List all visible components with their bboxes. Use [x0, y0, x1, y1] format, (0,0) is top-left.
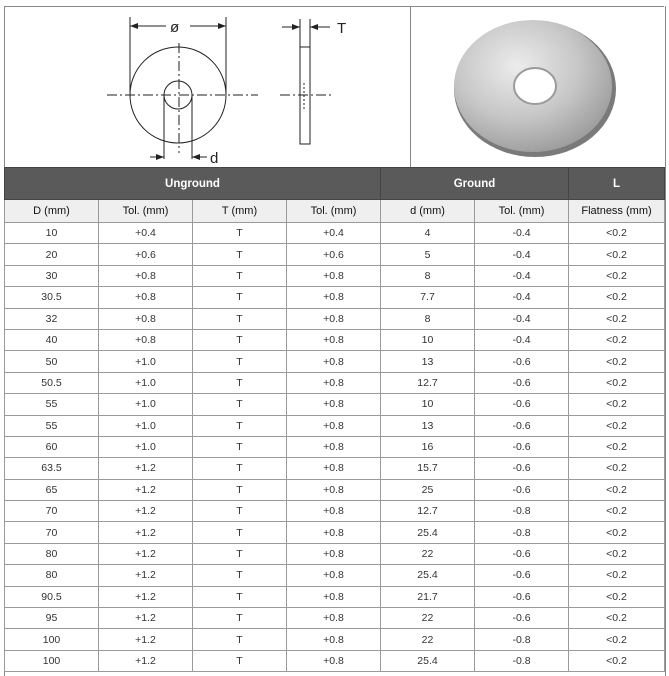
- table-cell: T: [193, 265, 287, 286]
- table-cell: +0.8: [287, 458, 381, 479]
- table-cell: 10: [381, 329, 475, 350]
- group-header-l: L: [569, 168, 665, 200]
- table-cell: 7.7: [381, 287, 475, 308]
- table-cell: 4: [381, 223, 475, 244]
- table-cell: <0.2: [569, 223, 665, 244]
- table-cell: +0.8: [287, 650, 381, 671]
- table-cell: 10: [381, 394, 475, 415]
- table-cell: +0.4: [287, 223, 381, 244]
- arrowhead: [130, 23, 138, 29]
- table-cell: 22: [381, 608, 475, 629]
- column-header: Tol. (mm): [99, 200, 193, 223]
- table-cell: +1.2: [99, 543, 193, 564]
- table-cell: T: [193, 608, 287, 629]
- table-body: [5, 223, 665, 672]
- table-cell: 25.4: [381, 522, 475, 543]
- table-cell: -0.6: [475, 394, 569, 415]
- column-header: Flatness (mm): [569, 200, 665, 223]
- table-cell: <0.2: [569, 308, 665, 329]
- table-cell: +1.0: [99, 351, 193, 372]
- table-cell: 22: [381, 543, 475, 564]
- table-cell: +1.0: [99, 372, 193, 393]
- arrowhead: [156, 154, 164, 160]
- table-cell: 95: [5, 608, 99, 629]
- table-cell: <0.2: [569, 586, 665, 607]
- table-cell: <0.2: [569, 287, 665, 308]
- table-row: [5, 351, 665, 372]
- table-cell: +0.8: [287, 372, 381, 393]
- table-cell: -0.4: [475, 244, 569, 265]
- table-row: [5, 394, 665, 415]
- arrowhead: [192, 154, 200, 160]
- table-cell: +1.2: [99, 650, 193, 671]
- table-cell: 20: [5, 244, 99, 265]
- table-row: [5, 415, 665, 436]
- table-cell: 50: [5, 351, 99, 372]
- table-cell: 10: [5, 223, 99, 244]
- arrowhead: [218, 23, 226, 29]
- table-cell: 50.5: [5, 372, 99, 393]
- washer-photo: [411, 7, 664, 168]
- table-cell: <0.2: [569, 244, 665, 265]
- table-cell: 100: [5, 629, 99, 650]
- table-row: [5, 372, 665, 393]
- table-cell: 40: [5, 329, 99, 350]
- table-cell: 25: [381, 479, 475, 500]
- table-cell: <0.2: [569, 543, 665, 564]
- table-cell: +0.6: [287, 244, 381, 265]
- table-cell: <0.2: [569, 565, 665, 586]
- table-cell: 16: [381, 436, 475, 457]
- table-cell: +1.2: [99, 458, 193, 479]
- hole-label: d: [210, 150, 219, 167]
- table-cell: -0.6: [475, 565, 569, 586]
- table-cell: +1.2: [99, 501, 193, 522]
- table-cell: -0.6: [475, 458, 569, 479]
- diameter-label: ø: [170, 19, 180, 36]
- table-cell: +0.8: [287, 522, 381, 543]
- table-cell: +0.4: [99, 223, 193, 244]
- table-cell: +0.8: [287, 501, 381, 522]
- table-cell: +0.8: [99, 308, 193, 329]
- table-cell: 55: [5, 415, 99, 436]
- table-cell: -0.6: [475, 436, 569, 457]
- table-cell: -0.4: [475, 308, 569, 329]
- table-cell: +0.8: [287, 351, 381, 372]
- table-cell: +1.2: [99, 586, 193, 607]
- table-cell: <0.2: [569, 479, 665, 500]
- table-cell: -0.4: [475, 223, 569, 244]
- table-cell: +0.8: [287, 565, 381, 586]
- table-cell: T: [193, 501, 287, 522]
- table-cell: <0.2: [569, 372, 665, 393]
- table-cell: <0.2: [569, 265, 665, 286]
- table-row: [5, 223, 665, 244]
- table-cell: 25.4: [381, 565, 475, 586]
- table-cell: +1.2: [99, 608, 193, 629]
- table-cell: 63.5: [5, 458, 99, 479]
- table-cell: -0.6: [475, 543, 569, 564]
- table-cell: <0.2: [569, 522, 665, 543]
- table-cell: +1.0: [99, 436, 193, 457]
- table-cell: +0.8: [287, 329, 381, 350]
- table-cell: 15.7: [381, 458, 475, 479]
- table-cell: 80: [5, 543, 99, 564]
- thickness-label: T: [337, 20, 347, 37]
- table-row: [5, 522, 665, 543]
- column-header: Tol. (mm): [287, 200, 381, 223]
- table-cell: <0.2: [569, 394, 665, 415]
- table-row: [5, 329, 665, 350]
- table-row: [5, 479, 665, 500]
- table-cell: 22: [381, 629, 475, 650]
- table-row: [5, 650, 665, 671]
- table-cell: +1.2: [99, 479, 193, 500]
- table-row: [5, 436, 665, 457]
- table-cell: +0.8: [287, 629, 381, 650]
- technical-drawing: [4, 7, 411, 168]
- table-cell: T: [193, 522, 287, 543]
- table-cell: <0.2: [569, 436, 665, 457]
- table-cell: -0.8: [475, 522, 569, 543]
- table-row: [5, 629, 665, 650]
- table-cell: +0.8: [287, 586, 381, 607]
- table-cell: 30: [5, 265, 99, 286]
- table-cell: <0.2: [569, 458, 665, 479]
- table-cell: 32: [5, 308, 99, 329]
- table-cell: +0.8: [99, 329, 193, 350]
- table-cell: -0.8: [475, 501, 569, 522]
- group-header-unground: Unground: [5, 168, 381, 200]
- table-cell: -0.6: [475, 479, 569, 500]
- arrowhead: [310, 24, 318, 30]
- table-cell: T: [193, 415, 287, 436]
- table-cell: +0.8: [287, 436, 381, 457]
- table-cell: -0.4: [475, 265, 569, 286]
- table-cell: 65: [5, 479, 99, 500]
- washer-photo-image: [411, 7, 664, 168]
- specification-table: [4, 167, 665, 672]
- table-cell: T: [193, 351, 287, 372]
- group-header-row: [5, 168, 665, 200]
- table-cell: 12.7: [381, 501, 475, 522]
- table-cell: T: [193, 372, 287, 393]
- table-row: [5, 543, 665, 564]
- table-cell: -0.6: [475, 351, 569, 372]
- table-cell: 5: [381, 244, 475, 265]
- column-header: D (mm): [5, 200, 99, 223]
- group-header-ground: Ground: [381, 168, 569, 200]
- table-cell: <0.2: [569, 501, 665, 522]
- table-cell: -0.6: [475, 586, 569, 607]
- table-cell: 80: [5, 565, 99, 586]
- column-header: T (mm): [193, 200, 287, 223]
- table-cell: <0.2: [569, 329, 665, 350]
- column-header: Tol. (mm): [475, 200, 569, 223]
- table-cell: T: [193, 458, 287, 479]
- table-cell: 21.7: [381, 586, 475, 607]
- column-header: d (mm): [381, 200, 475, 223]
- table-cell: T: [193, 479, 287, 500]
- table-cell: T: [193, 586, 287, 607]
- table-cell: 25.4: [381, 650, 475, 671]
- table-cell: 12.7: [381, 372, 475, 393]
- table-row: [5, 244, 665, 265]
- table-cell: 13: [381, 415, 475, 436]
- table-cell: -0.4: [475, 287, 569, 308]
- table-row: [5, 586, 665, 607]
- table-cell: T: [193, 244, 287, 265]
- table-cell: +0.8: [287, 265, 381, 286]
- table-cell: 70: [5, 522, 99, 543]
- table-cell: -0.6: [475, 608, 569, 629]
- table-cell: 55: [5, 394, 99, 415]
- table-cell: T: [193, 329, 287, 350]
- table-cell: <0.2: [569, 415, 665, 436]
- table-cell: <0.2: [569, 351, 665, 372]
- table-cell: T: [193, 436, 287, 457]
- table-cell: <0.2: [569, 629, 665, 650]
- table-cell: +0.8: [287, 608, 381, 629]
- table-cell: +0.8: [287, 287, 381, 308]
- table-cell: +1.2: [99, 522, 193, 543]
- header-figures: [4, 6, 664, 168]
- table-cell: -0.8: [475, 629, 569, 650]
- table-cell: T: [193, 394, 287, 415]
- table-cell: T: [193, 287, 287, 308]
- table-row: [5, 265, 665, 286]
- washer-hole: [514, 68, 556, 104]
- table-cell: <0.2: [569, 608, 665, 629]
- table-cell: +0.8: [287, 543, 381, 564]
- table-row: [5, 287, 665, 308]
- table-cell: T: [193, 223, 287, 244]
- table-cell: +1.0: [99, 415, 193, 436]
- table-cell: -0.8: [475, 650, 569, 671]
- table-cell: +0.8: [99, 287, 193, 308]
- table-cell: T: [193, 308, 287, 329]
- table-row: [5, 308, 665, 329]
- table-cell: -0.6: [475, 415, 569, 436]
- table-cell: 90.5: [5, 586, 99, 607]
- table-cell: 8: [381, 308, 475, 329]
- table-cell: +0.6: [99, 244, 193, 265]
- table-cell: 70: [5, 501, 99, 522]
- table-cell: 30.5: [5, 287, 99, 308]
- washer-dimension-drawing: [4, 7, 410, 168]
- table-cell: +0.8: [287, 308, 381, 329]
- table-cell: 13: [381, 351, 475, 372]
- table-row: [5, 565, 665, 586]
- table-row: [5, 608, 665, 629]
- table-cell: T: [193, 629, 287, 650]
- table-cell: T: [193, 565, 287, 586]
- table-cell: T: [193, 650, 287, 671]
- table-cell: +0.8: [287, 415, 381, 436]
- column-header-row: [5, 200, 665, 223]
- arrowhead: [292, 24, 300, 30]
- table-cell: T: [193, 543, 287, 564]
- table-cell: +1.2: [99, 565, 193, 586]
- table-cell: 8: [381, 265, 475, 286]
- table-cell: -0.4: [475, 329, 569, 350]
- table-row: [5, 501, 665, 522]
- table-cell: +1.2: [99, 629, 193, 650]
- table-cell: <0.2: [569, 650, 665, 671]
- table-cell: 60: [5, 436, 99, 457]
- table-cell: 100: [5, 650, 99, 671]
- table-cell: +0.8: [287, 394, 381, 415]
- table-cell: +0.8: [287, 479, 381, 500]
- table-cell: +1.0: [99, 394, 193, 415]
- table-cell: +0.8: [99, 265, 193, 286]
- table-row: [5, 458, 665, 479]
- table-cell: -0.6: [475, 372, 569, 393]
